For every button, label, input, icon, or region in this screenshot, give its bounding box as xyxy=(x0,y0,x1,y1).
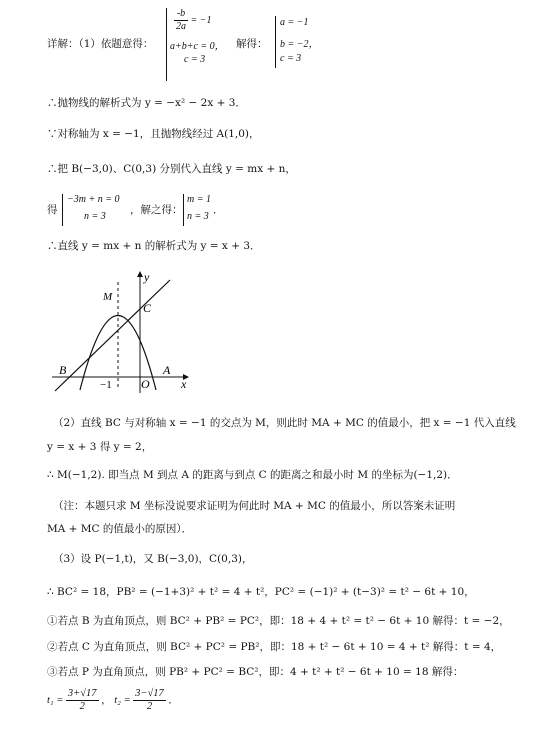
solution1-row3: c = 3 xyxy=(280,53,302,64)
y-axis-label: y xyxy=(144,270,150,284)
solution2-row2: n = 3 xyxy=(187,211,209,222)
system1-row1: $\frac{-b}{2a}$ = −1 xyxy=(176,8,212,32)
part2-line1: （2）直线 BC 与对称轴 x = −1 的交点为 M，则此时 MA + MC 的值最小，把 x = −1 代入直线 xyxy=(53,417,516,429)
parabola-equation: ∴抛物线的解析式为 y = −x² − 2x + 3． xyxy=(47,97,246,109)
solution1-brace xyxy=(275,16,276,68)
case3-text: ③若点 P 为直角顶点，则 PB² + PC² = BC²，即：4 + t² + t² − 6t + 10 = 18 解得： xyxy=(47,666,464,678)
solution1-row2: b = −2， xyxy=(280,39,319,50)
label-c: C xyxy=(143,301,152,315)
case1-text: ①若点 B 为直角顶点，则 BC² + PB² = PC²，即：18 + 4 + t² = t² − 6t + 10 解得：t = −2， xyxy=(47,615,510,627)
system2-brace xyxy=(62,194,63,226)
label-b: B xyxy=(59,363,67,377)
label-a: A xyxy=(163,363,171,377)
x-axis-label: x xyxy=(181,377,187,391)
label-m: M xyxy=(103,291,113,303)
note-line1: （注：本题只求 M 坐标没说要求证明为何此时 MA + MC 的值最小，所以答案未证明 xyxy=(53,500,456,512)
label-neg1: −1 xyxy=(100,379,112,391)
line-bc xyxy=(55,280,170,391)
parabola-line-graph xyxy=(50,268,195,396)
solution1-row1: a = −1 xyxy=(280,17,309,28)
solution2-row1: m = 1 xyxy=(187,194,211,205)
system1-brace xyxy=(166,8,167,81)
case2-text: ②若点 C 为直角顶点，则 BC² + PC² = PB²，即：18 + t² − 6t + 10 = 4 + t² 解得：t = 4， xyxy=(47,641,502,653)
system2-row2: n = 3 xyxy=(84,211,106,222)
line-result: ∴直线 y = mx + n 的解析式为 y = x + 3． xyxy=(47,240,261,252)
intro-text: 详解：（1）依题意得： xyxy=(47,38,154,50)
system2-row1: −3m + n = 0 xyxy=(67,194,120,205)
part2-line2: y = x + 3 得 y = 2， xyxy=(47,441,153,453)
substitution-statement: ∴把 B(−3,0)、C(0,3) 分别代入直线 y = mx + n， xyxy=(47,163,296,175)
solution2-brace xyxy=(183,194,184,226)
label-origin: O xyxy=(141,377,150,391)
get-label: 得 xyxy=(47,204,58,216)
axis-statement: ∵对称轴为 x = −1，且抛物线经过 A(1,0)， xyxy=(47,128,260,140)
solve-label: 解得： xyxy=(236,38,268,50)
solution2-end: ． xyxy=(213,204,224,216)
note-line2: MA + MC 的值最小的原因）． xyxy=(47,523,193,535)
system1-row2: a+b+c = 0， xyxy=(170,41,225,52)
t-solutions: t₁ = $\frac{3+√17}{2}$ ， t₂ = $\frac{3-√17}{2}$ ． xyxy=(47,688,179,712)
part2-line3: ∴ M(−1,2). 即当点 M 到点 A 的距离与到点 C 的距离之和最小时 M 的坐标为(−1,2)． xyxy=(47,469,458,481)
solve-label-2: ，解之得： xyxy=(130,204,183,216)
part3-line2: ∴ BC² = 18，PB² = (−1+3)² + t² = 4 + t²，PC² = (−1)² + (t−3)² = t² − 6t + 10， xyxy=(47,586,475,598)
part3-line1: （3）设 P(−1,t)，又 B(−3,0)，C(0,3)， xyxy=(53,553,253,565)
system1-row3: c = 3 xyxy=(184,54,206,65)
